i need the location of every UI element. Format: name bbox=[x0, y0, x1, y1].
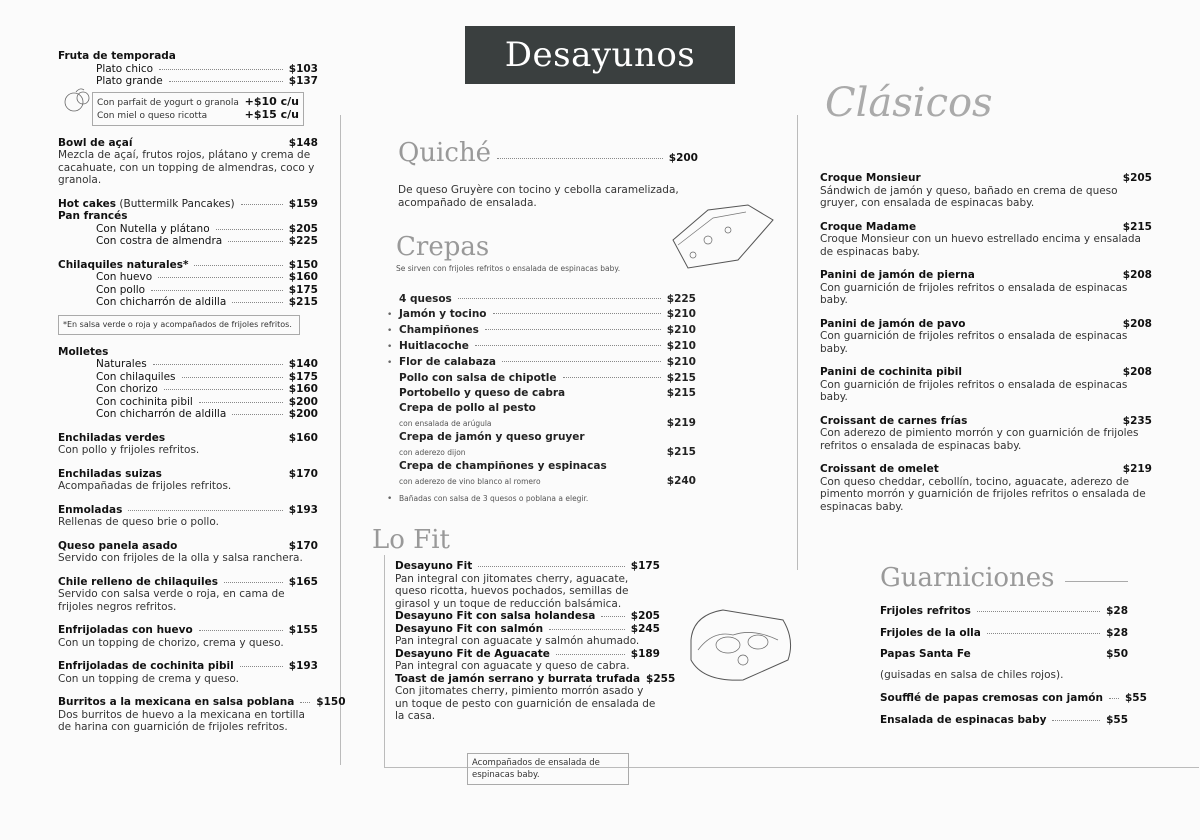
item-price: $200 bbox=[668, 152, 698, 164]
item-price: $28 bbox=[1106, 626, 1128, 639]
menu-item bbox=[58, 696, 346, 734]
option-label: Con chicharrón de aldilla bbox=[96, 408, 227, 420]
option-label: Con chicharrón de aldilla bbox=[96, 296, 227, 308]
item-note: con aderezo dijon bbox=[399, 448, 466, 457]
item-description: Pan integral con aguacate y queso de cabra. bbox=[395, 660, 630, 672]
item-description: Pan integral con jitomates cherry, aguacate, queso ricotta, huevos pochados, semillas de girasol y un toque de reducción balsámica. bbox=[395, 572, 629, 610]
option-label: Con huevo bbox=[96, 271, 153, 283]
size-label: Plato chico bbox=[96, 62, 154, 75]
crepa-item: • Flor de calabaza $210 bbox=[387, 356, 696, 368]
item-name: Queso panela asado bbox=[58, 539, 178, 552]
option-label: Con chorizo bbox=[96, 383, 158, 395]
item-name: Desayuno Fit de Aguacate bbox=[395, 647, 550, 660]
item-price: $219 bbox=[1122, 463, 1152, 475]
item-price: $189 bbox=[630, 647, 660, 660]
option-label: Con chilaquiles bbox=[96, 370, 176, 383]
fit-item bbox=[395, 623, 660, 648]
item-price: $215 bbox=[666, 446, 696, 458]
item-name: Chile relleno de chilaquiles bbox=[58, 575, 218, 588]
item-name: Enfrijoladas con huevo bbox=[58, 624, 193, 636]
item-price: $50 bbox=[1106, 648, 1128, 660]
item-name: Desayuno Fit bbox=[395, 560, 473, 572]
option-label: Naturales bbox=[96, 358, 147, 370]
menu-item-hotcakes bbox=[58, 198, 318, 248]
item-price: $210 bbox=[666, 308, 696, 320]
item-note: con aderezo de vino blanco al romero bbox=[399, 477, 541, 486]
item-name: Champiñones bbox=[399, 324, 479, 336]
option-label: Con Nutella y plátano bbox=[96, 222, 210, 235]
menu-item-fruta bbox=[58, 50, 318, 126]
item-name: Croissant de omelet bbox=[820, 463, 939, 475]
item-description: Servido con frijoles de la olla y salsa ranchera. bbox=[58, 552, 303, 564]
item-name: Pollo con salsa de chipotle bbox=[399, 372, 557, 384]
item-name: Panini de jamón de pavo bbox=[820, 317, 966, 330]
item-name: Croque Monsieur bbox=[820, 172, 921, 184]
item-description: Con aderezo de pimiento morrón y con guarnición de frijoles refritos o ensalada de espinacas baby. bbox=[820, 427, 1139, 452]
item-price: $240 bbox=[666, 475, 696, 487]
size-label: Plato grande bbox=[96, 75, 163, 87]
fit-item bbox=[395, 610, 660, 623]
item-description: Rellenas de queso brie o pollo. bbox=[58, 516, 219, 528]
extra-label: Con parfait de yogurt o granola bbox=[97, 97, 239, 108]
item-name: Enchiladas verdes bbox=[58, 431, 166, 444]
item-price: $155 bbox=[288, 624, 318, 636]
item-price: $210 bbox=[666, 340, 696, 352]
item-price: $208 bbox=[1122, 366, 1152, 378]
item-price: $235 bbox=[1122, 414, 1152, 427]
item-description: Con guarnición de frijoles refritos o ensalada de espinacas baby. bbox=[820, 330, 1128, 355]
item-name: Croque Madame bbox=[820, 220, 917, 233]
item-price: $140 bbox=[288, 358, 318, 370]
clasicos-item bbox=[820, 318, 1152, 356]
menu-item bbox=[58, 468, 318, 493]
crepa-item bbox=[399, 430, 696, 459]
fit-items bbox=[395, 560, 676, 723]
crepa-item: • Huitlacoche $210 bbox=[387, 340, 696, 352]
left-column bbox=[58, 50, 346, 734]
quiche-section bbox=[398, 138, 698, 209]
item-name: Enfrijoladas de cochinita pibil bbox=[58, 660, 234, 672]
guarnicion-item bbox=[880, 714, 1128, 727]
item-price: $159 bbox=[288, 197, 318, 210]
item-description: Con un topping de crema y queso. bbox=[58, 672, 240, 685]
item-price: $103 bbox=[288, 62, 318, 75]
crepa-item: • Jamón y tocino $210 bbox=[387, 308, 696, 320]
item-price: $28 bbox=[1106, 605, 1128, 617]
clasicos-item bbox=[820, 172, 1152, 210]
divider-mid-bottom bbox=[384, 555, 385, 767]
clasicos-item bbox=[820, 366, 1152, 404]
item-price: $205 bbox=[1122, 172, 1152, 184]
toast-sketch-icon bbox=[683, 600, 803, 690]
item-price: $200 bbox=[288, 395, 318, 408]
item-price: $175 bbox=[288, 283, 318, 296]
crepa-item bbox=[399, 459, 696, 488]
item-name: Crepa de pollo al pesto bbox=[399, 402, 536, 414]
item-price: $160 bbox=[288, 383, 318, 395]
menu-item bbox=[58, 576, 318, 614]
item-name: 4 quesos bbox=[399, 293, 452, 305]
fit-item bbox=[395, 560, 660, 610]
item-name: Burritos a la mexicana en salsa poblana bbox=[58, 696, 295, 708]
item-price: $210 bbox=[666, 324, 696, 336]
clasicos-items bbox=[820, 172, 1152, 513]
item-price: $255 bbox=[646, 672, 676, 685]
item-name: Portobello y queso de cabra bbox=[399, 387, 566, 399]
item-name: Enchiladas suizas bbox=[58, 467, 162, 480]
item-price: $225 bbox=[666, 293, 696, 305]
clasicos-item bbox=[820, 221, 1152, 259]
item-name: Frijoles de la olla bbox=[880, 626, 981, 639]
item-name: Soufflé de papas cremosas con jamón bbox=[880, 692, 1103, 704]
fit-note-box: Acompañados de ensalada de espinacas baby. bbox=[467, 753, 629, 785]
item-price: $215 bbox=[666, 387, 696, 399]
clasicos-item bbox=[820, 463, 1152, 513]
item-description: Con queso cheddar, cebollín, tocino, aguacate, aderezo de pimento morrón y guarnición de frijoles refritos o ensalada de espinacas baby. bbox=[820, 475, 1146, 513]
item-price: $55 bbox=[1106, 713, 1128, 726]
item-price: $160 bbox=[288, 431, 318, 444]
item-price: $208 bbox=[1122, 317, 1152, 330]
item-description: Dos burritos de huevo a la mexicana en tortilla de harina con guarnición de frijoles refritos. bbox=[58, 708, 305, 733]
item-description: Pan integral con aguacate y salmón ahumado. bbox=[395, 635, 640, 647]
item-price: $245 bbox=[630, 622, 660, 635]
fruit-sketch-icon bbox=[62, 86, 94, 114]
option-label: Con costra de almendra bbox=[96, 235, 223, 247]
item-price: $148 bbox=[288, 136, 318, 149]
menu-item-chilaquiles bbox=[58, 259, 318, 335]
crepas-section: Crepas Se sirven con frijoles refritos o ensalada de espinacas baby. 4 quesos $225 • Jamón y tocino $210 • Champiñones $210 • Huitlacoche $210 • Flor de calabaza $210 Pollo con salsa de chipotle $215 Portobello y queso de cabra $215 Crepa de pollo al pesto con ensalada de arúgula $219 Crepa de jamón y queso gruyer con aderezo dijon $215 Crepa de champiñones y espinacas con aderezo de vino blanco al romero $240 • Bañadas con salsa de 3 quesos o poblana a elegir. bbox=[387, 232, 696, 504]
item-name: Bowl de açaí bbox=[58, 136, 133, 149]
guarnicion-item bbox=[880, 605, 1128, 618]
item-description: (guisadas en salsa de chiles rojos). bbox=[880, 668, 1064, 681]
item-note: con ensalada de arúgula bbox=[399, 419, 492, 428]
extra-price: +$10 c/u bbox=[244, 94, 299, 108]
fit-item bbox=[395, 672, 676, 723]
crepas-footnote: Bañadas con salsa de 3 quesos o poblana a elegir. bbox=[399, 494, 589, 503]
item-name: Enmoladas bbox=[58, 503, 123, 516]
item-price: $225 bbox=[288, 235, 318, 247]
menu-title-banner bbox=[465, 26, 735, 84]
item-price: $208 bbox=[1122, 269, 1152, 281]
item-price: $193 bbox=[288, 503, 318, 516]
item-price: $215 bbox=[1122, 220, 1152, 233]
item-name: Frijoles refritos bbox=[880, 605, 971, 617]
item-description: Sándwich de jamón y queso, bañado en crema de queso gruyer, con ensalada de espinacas baby. bbox=[820, 184, 1118, 209]
menu-title: Desayunos bbox=[504, 35, 696, 75]
item-name: Ensalada de espinacas baby bbox=[880, 713, 1047, 726]
option-label: Con pollo bbox=[96, 283, 146, 296]
crepa-item: • Champiñones $210 bbox=[387, 324, 696, 336]
item-price: $150 bbox=[288, 258, 318, 271]
item-description: Mezcla de açaí, frutos rojos, plátano y crema de cacahuate, con un topping de almendras, coco y granola. bbox=[58, 149, 315, 186]
item-price: $165 bbox=[288, 575, 318, 588]
guarnicion-item bbox=[880, 627, 1128, 640]
item-name: Chilaquiles naturales* bbox=[58, 258, 189, 271]
crepa-item bbox=[399, 292, 696, 307]
item-description: Con guarnición de frijoles refritos o ensalada de espinacas baby. bbox=[820, 378, 1128, 403]
item-name: Papas Santa Fe bbox=[880, 648, 971, 660]
section-heading: Clásicos bbox=[825, 80, 993, 126]
item-description: Con pollo y frijoles refritos. bbox=[58, 444, 200, 456]
item-name: Molletes bbox=[58, 345, 109, 358]
fit-item bbox=[395, 648, 660, 673]
item-name: Huitlacoche bbox=[399, 340, 469, 352]
item-price: $55 bbox=[1124, 692, 1147, 704]
extra-label: Con miel o queso ricotta bbox=[97, 110, 208, 121]
item-name: Fruta de temporada bbox=[58, 50, 176, 62]
item-price: $210 bbox=[666, 356, 696, 368]
item-price: $160 bbox=[288, 271, 318, 283]
item-description: Con un topping de chorizo, crema y queso. bbox=[58, 636, 284, 649]
menu-item bbox=[58, 660, 318, 685]
item-price: $200 bbox=[288, 408, 318, 420]
item-price: $170 bbox=[288, 467, 318, 480]
item-price: $150 bbox=[316, 696, 346, 708]
item-price: $175 bbox=[630, 560, 660, 572]
item-price: $215 bbox=[666, 372, 696, 384]
item-description: Servido con salsa verde o roja, en cama de frijoles negros refritos. bbox=[58, 588, 285, 613]
item-price: $175 bbox=[288, 370, 318, 383]
item-name: Panini de cochinita pibil bbox=[820, 366, 962, 378]
divider-left bbox=[340, 115, 341, 765]
item-name: Flor de calabaza bbox=[399, 356, 496, 368]
divider-right bbox=[797, 115, 798, 570]
item-name: Desayuno Fit con salsa holandesa bbox=[395, 610, 596, 622]
menu-item-molletes bbox=[58, 346, 318, 421]
option-label: Con cochinita pibil bbox=[96, 395, 193, 408]
extra-price: +$15 c/u bbox=[244, 107, 299, 121]
item-name: Hot cakes bbox=[58, 197, 117, 210]
item-name: Crepa de champiñones y espinacas bbox=[399, 460, 607, 472]
menu-item-acai bbox=[58, 137, 318, 187]
item-name: Crepa de jamón y queso gruyer bbox=[399, 431, 585, 443]
section-intro: Se sirven con frijoles refritos o ensalada de espinacas baby. bbox=[396, 264, 621, 273]
item-description: Acompañadas de frijoles refritos. bbox=[58, 480, 232, 492]
item-name: Panini de jamón de pierna bbox=[820, 269, 975, 281]
crepa-item bbox=[399, 401, 696, 430]
item-price: $205 bbox=[288, 222, 318, 235]
item-price: $137 bbox=[288, 75, 318, 87]
clasicos-item bbox=[820, 415, 1152, 453]
clasicos-heading-wrap bbox=[825, 80, 993, 126]
fit-section bbox=[372, 525, 672, 555]
item-description: De queso Gruyère con tocino y cebolla caramelizada, acompañado de ensalada. bbox=[398, 184, 679, 209]
item-description: Croque Monsieur con un huevo estrellado encima y ensalada de espinacas baby. bbox=[820, 233, 1141, 258]
section-heading: Quiché bbox=[398, 138, 492, 168]
menu-item bbox=[58, 504, 318, 529]
item-description: Con jitomates cherry, pimiento morrón asado y un toque de pesto con guarnición de ensalada de la casa. bbox=[395, 685, 656, 722]
fruta-extras-box bbox=[92, 92, 304, 126]
item-price: $205 bbox=[630, 610, 660, 622]
menu-item bbox=[58, 540, 318, 565]
crepa-item bbox=[399, 371, 696, 386]
item-name: Toast de jamón serrano y burrata trufada bbox=[395, 672, 641, 685]
item-description: Con guarnición de frijoles refritos o ensalada de espinacas baby. bbox=[820, 281, 1128, 306]
item-price: $193 bbox=[288, 660, 318, 672]
item-name: Jamón y tocino bbox=[399, 308, 487, 320]
item-name: Desayuno Fit con salmón bbox=[395, 622, 544, 635]
item-name: Croissant de carnes frías bbox=[820, 414, 968, 427]
section-heading: Guarniciones bbox=[880, 563, 1055, 593]
crepa-item bbox=[399, 386, 696, 401]
menu-item bbox=[58, 624, 318, 649]
guarniciones-section bbox=[880, 563, 1147, 726]
item-price: $215 bbox=[288, 296, 318, 308]
section-heading: Crepas bbox=[396, 232, 490, 262]
item-subtitle: (Buttermilk Pancakes) bbox=[119, 197, 235, 210]
guarnicion-item bbox=[880, 648, 1128, 681]
menu-item bbox=[58, 432, 318, 457]
item-name: Pan francés bbox=[58, 210, 128, 222]
guarnicion-item bbox=[880, 692, 1147, 705]
section-heading: Lo Fit bbox=[372, 525, 450, 555]
item-price: $219 bbox=[666, 417, 696, 429]
item-price: $170 bbox=[288, 539, 318, 552]
chilaquiles-note: *En salsa verde o roja y acompañados de frijoles refritos. bbox=[58, 315, 300, 335]
clasicos-item bbox=[820, 269, 1152, 307]
